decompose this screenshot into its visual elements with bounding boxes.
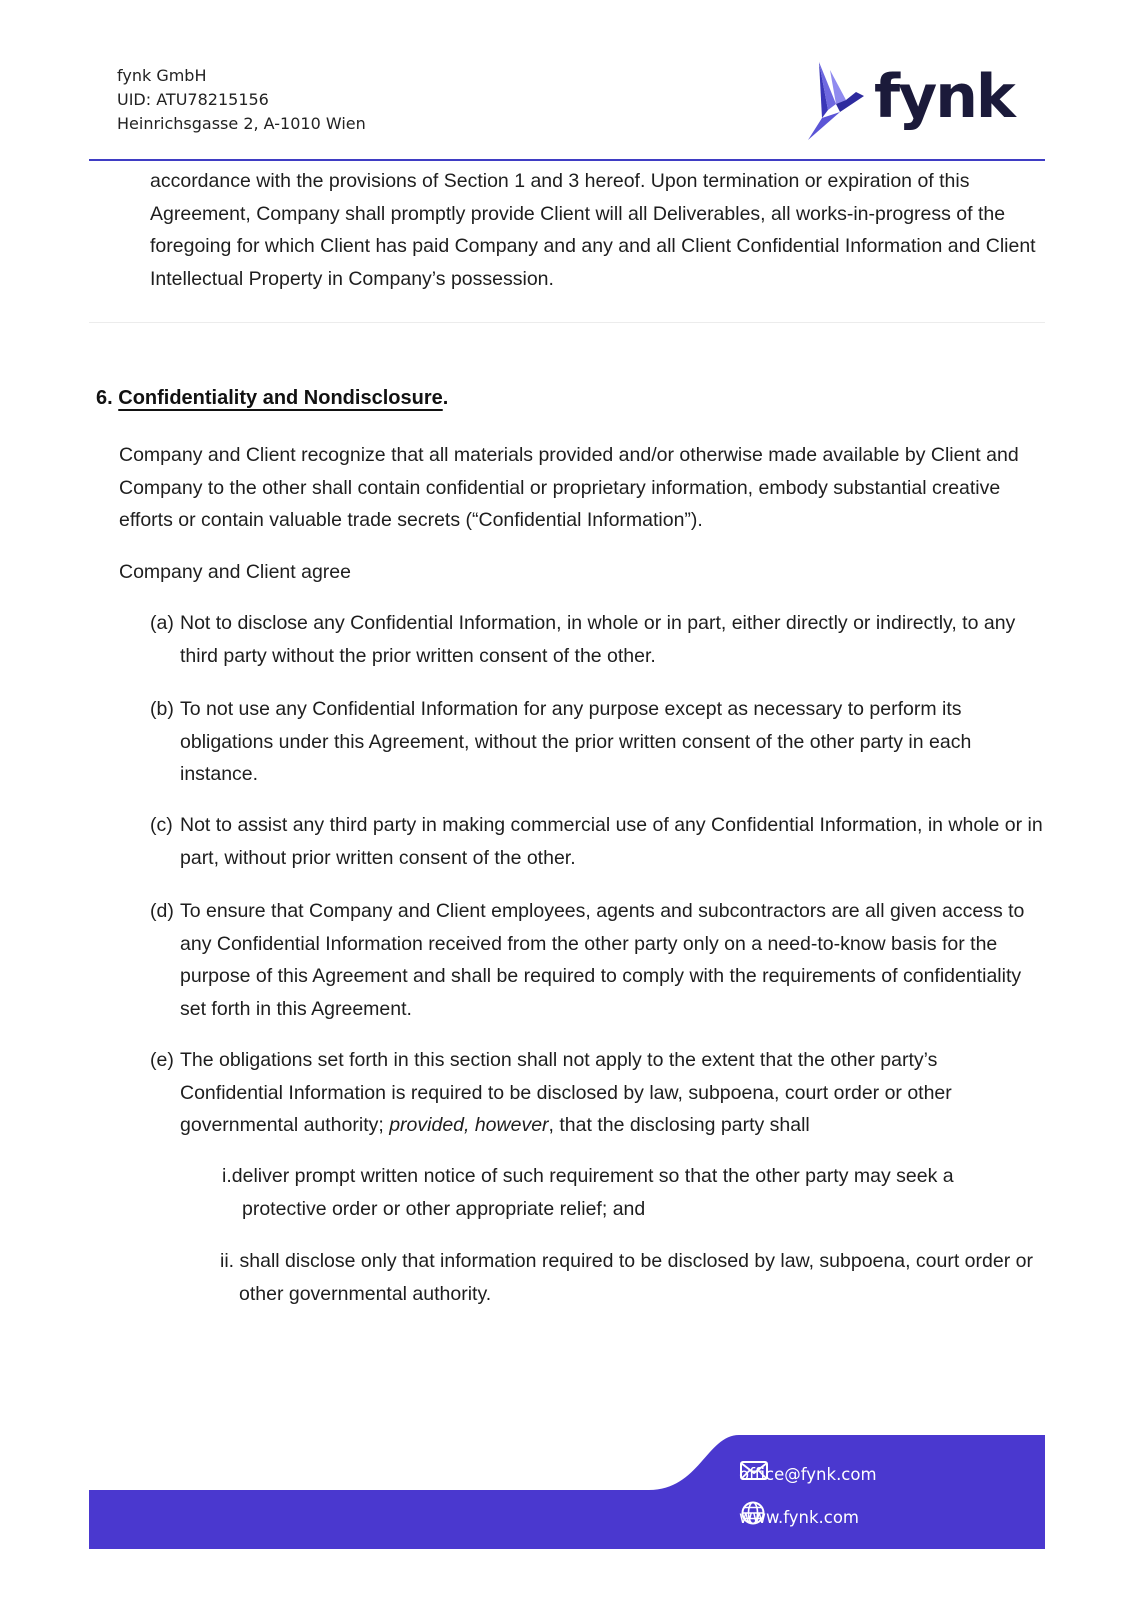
bird-logo-icon — [806, 60, 876, 142]
page-footer — [89, 1435, 1045, 1549]
company-uid: UID: ATU78215156 — [117, 90, 269, 109]
list-item — [150, 693, 1045, 791]
item-text-italic: provided, however — [389, 1114, 549, 1136]
company-info — [117, 64, 366, 136]
company-name: fynk GmbH — [117, 66, 207, 85]
section-divider — [89, 322, 1045, 323]
item-marker: (b) — [150, 698, 174, 720]
item-marker: (e) — [150, 1049, 174, 1071]
list-item — [150, 1044, 1045, 1142]
section-title-suffix: . — [442, 387, 449, 409]
agree-line: Company and Client agree — [119, 561, 351, 583]
fynk-logo — [806, 60, 1016, 142]
item-text: To not use any Confidential Information for any purpose except as necessary to perform its obligations under this Agreement, without the prior written consent of the other party in each instance. — [180, 698, 972, 785]
continuation-paragraph: accordance with the provisions of Section 1 and 3 hereof. Upon termination or expiration of this Agreement, Company shall promptly provide Client will all Deliverables, all works-in-progress of the foregoing for which Client has paid Company and any and all Client Confidential Information and Client Intellectual Property in Company’s possession. — [150, 170, 1036, 290]
footer-email[interactable]: office@fynk.com — [739, 1464, 877, 1484]
sub-list-item — [220, 1245, 1040, 1310]
section-title: Confidentiality and Nondisclosure — [118, 387, 443, 409]
footer-band — [89, 1435, 1045, 1549]
list-item — [150, 607, 1045, 672]
section-heading — [96, 383, 448, 413]
item-text: To ensure that Company and Client employees, agents and subcontractors are all given access to any Confidential Information received from the other party only on a need-to-know basis for the purpose of this Agreement and shall be required to comply with the requirements of confidentiality set forth in this Agreement. — [180, 900, 1025, 1020]
mail-icon — [739, 1458, 769, 1482]
subitem-text: deliver prompt written notice of such requirement so that the other party may seek a protective order or other appropriate relief; and — [231, 1165, 954, 1220]
section-intro: Company and Client recognize that all materials provided and/or otherwise made available by Client and Company to the other shall contain confidential or proprietary information, embody substantial creative efforts or contain valuable trade secrets (“Confidential Information”). — [119, 444, 1019, 531]
subitem-marker: i. — [222, 1165, 232, 1187]
footer-website[interactable]: www.fynk.com — [739, 1507, 859, 1527]
logo-wordmark: fynk — [874, 62, 1014, 132]
company-address: Heinrichsgasse 2, A-1010 Wien — [117, 114, 366, 133]
globe-icon — [739, 1501, 769, 1525]
item-text-before: The obligations set forth in this section shall not apply to the extent that the other party’s Confidential Information is required to be disclosed by law, subpoena, court order or other governmental authority; — [180, 1049, 952, 1136]
sub-list-item — [222, 1160, 1042, 1225]
item-marker: (c) — [150, 814, 173, 836]
header-divider — [89, 159, 1045, 161]
list-item — [150, 895, 1045, 1025]
item-text: Not to assist any third party in making commercial use of any Confidential Information, in whole or in part, without prior written consent of the other. — [180, 814, 1043, 869]
subitem-text: shall disclose only that information required to be disclosed by law, subpoena, court order or other governmental authority. — [239, 1250, 1033, 1305]
list-item — [150, 809, 1045, 874]
footer-email-row — [739, 1458, 877, 1490]
item-text: Not to disclose any Confidential Information, in whole or in part, either directly or indirectly, to any third party without the prior written consent of the other. — [180, 612, 1016, 667]
subitem-marker: ii. — [220, 1250, 235, 1272]
item-marker: (d) — [150, 900, 174, 922]
item-text-after: , that the disclosing party shall — [548, 1114, 810, 1136]
footer-web-row — [739, 1501, 859, 1533]
item-marker: (a) — [150, 612, 174, 634]
section-number: 6. — [96, 387, 119, 409]
